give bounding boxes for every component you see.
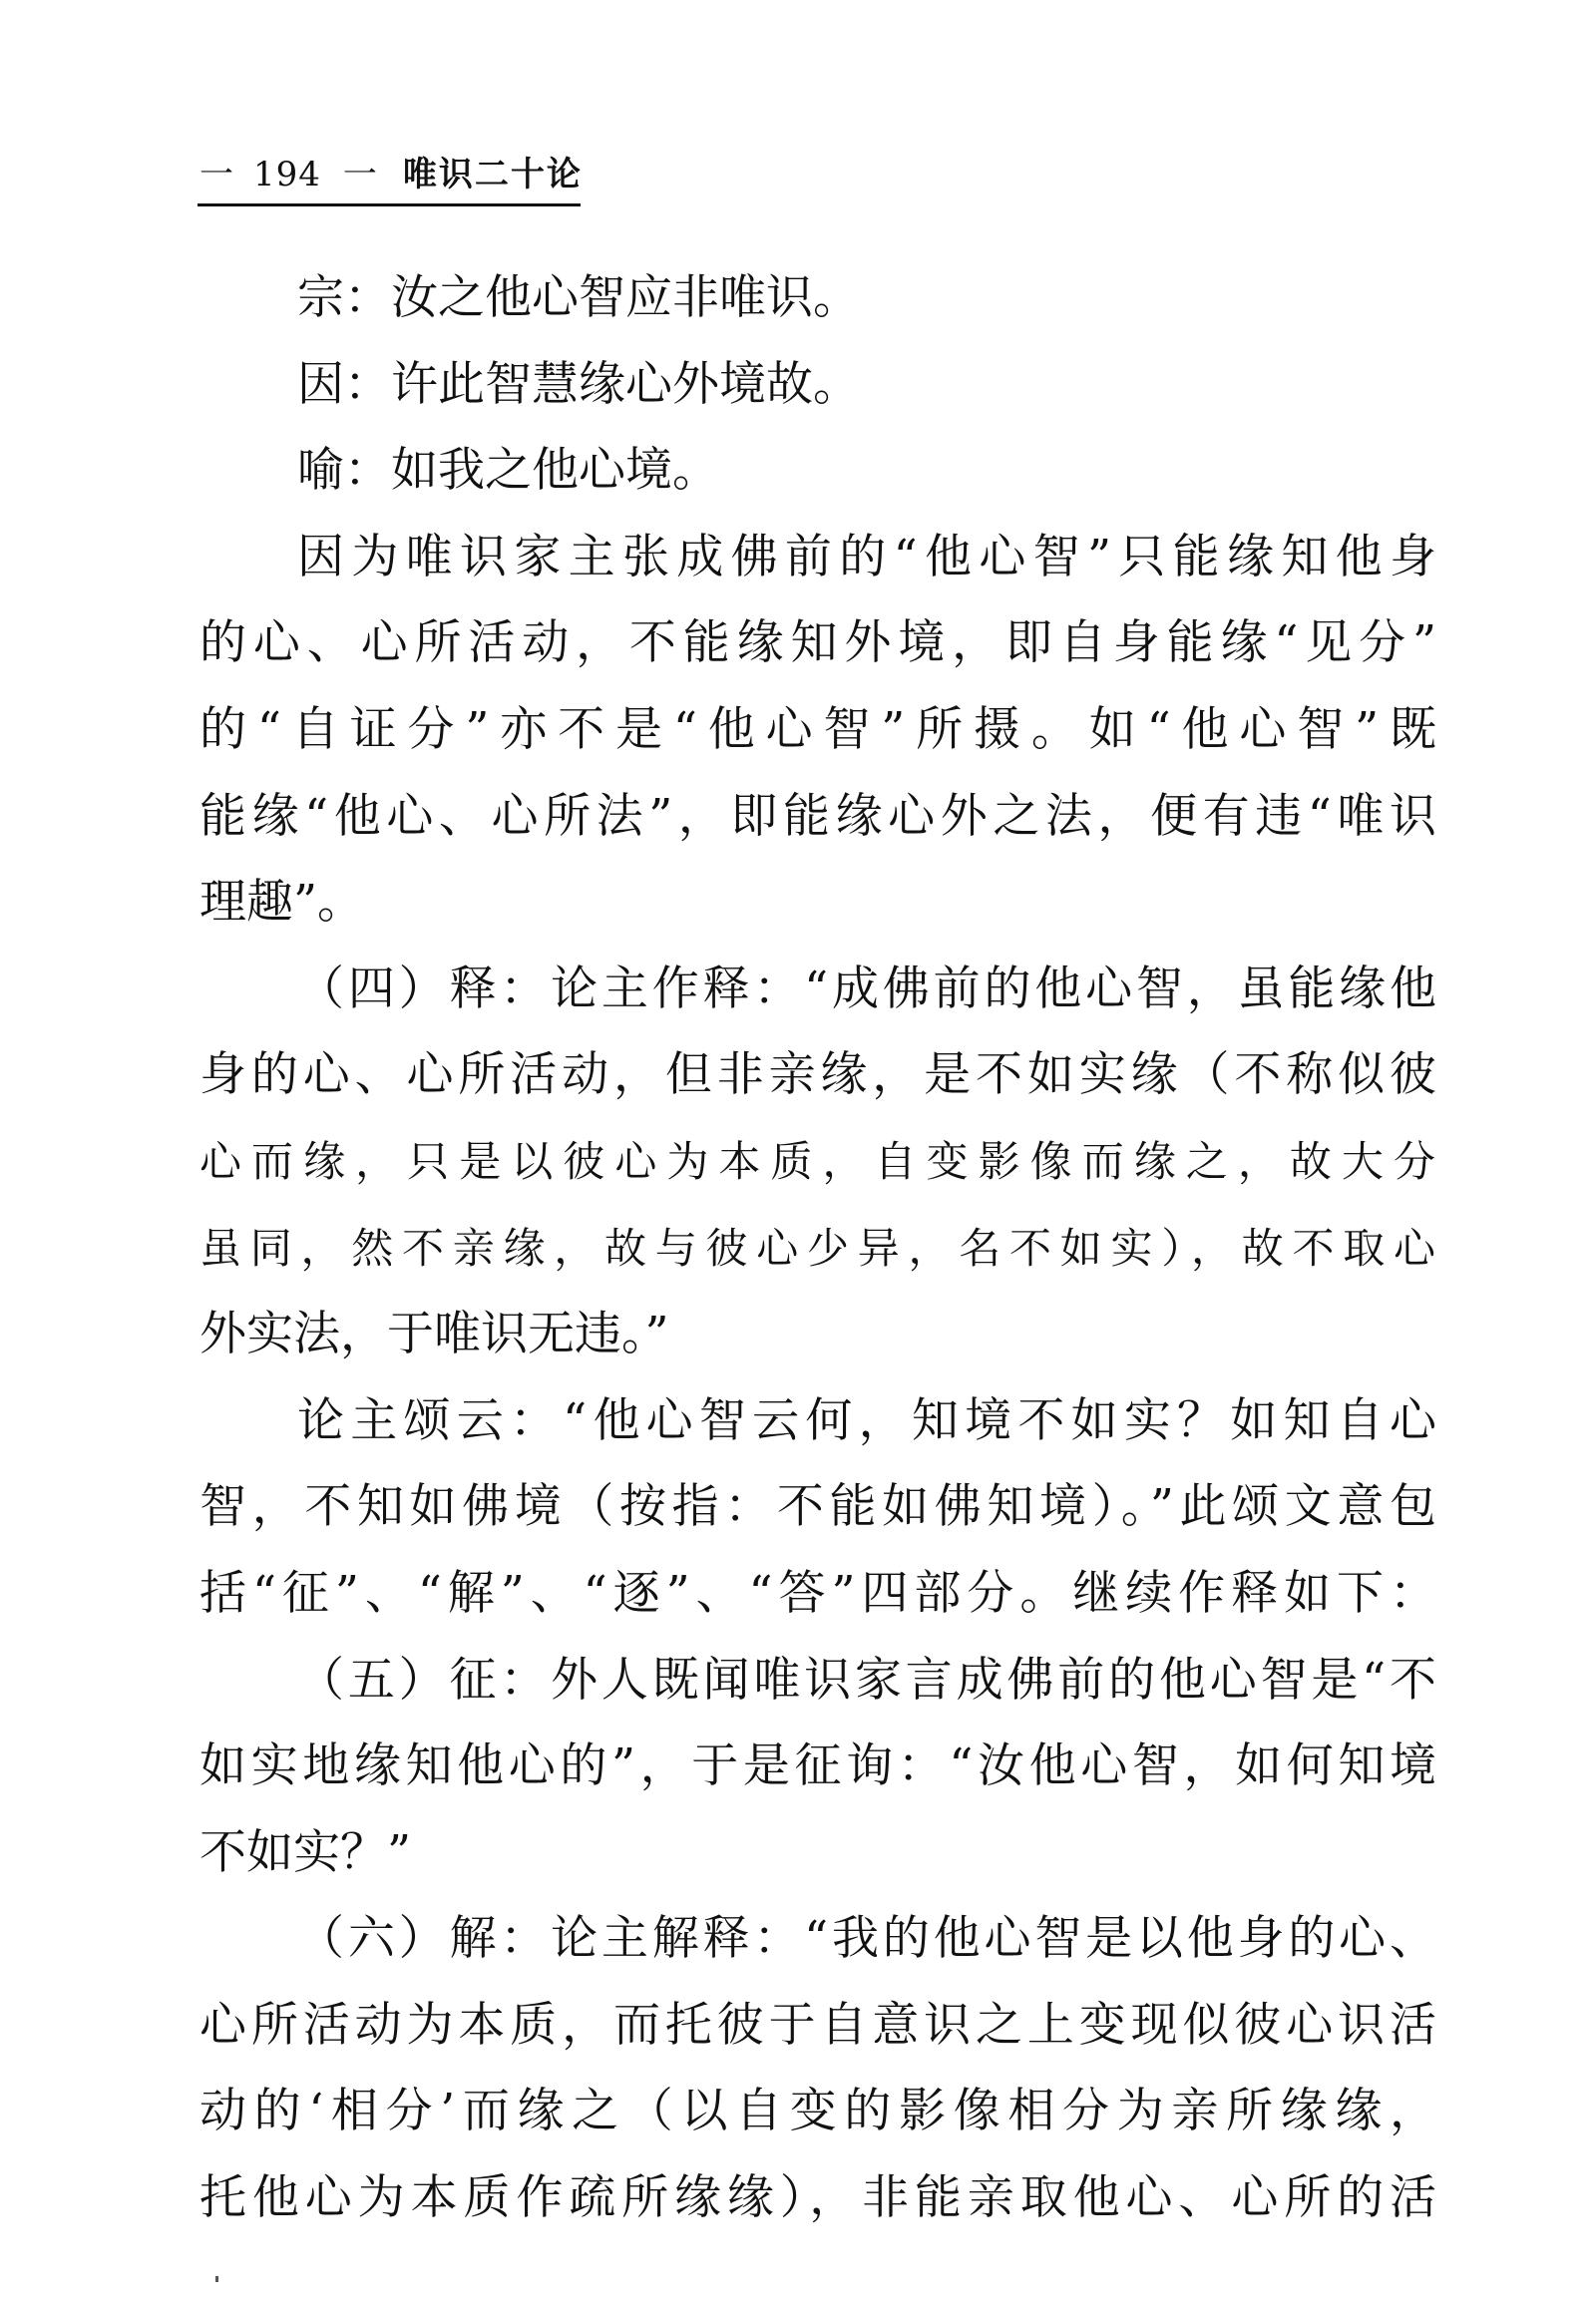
book-title: 唯识二十论 xyxy=(402,155,583,194)
text-line: 智，不知如佛境（按指：不能如佛知境）。”此颂文意包 xyxy=(200,1479,1436,1535)
text-line: 动的‘相分’而缘之（以自变的影像相分为亲所缘缘， xyxy=(200,2084,1436,2139)
text-line: 因为唯识家主张成佛前的“他心智”只能缘知他身 xyxy=(297,529,1436,584)
header-dash-right: 一 xyxy=(342,155,377,194)
header-underline xyxy=(198,203,581,206)
text-line: 不如实？” xyxy=(200,1824,412,1880)
text-line: 心所活动为本质，而托彼于自意识之上变现似彼心识活 xyxy=(200,1997,1436,2053)
text-line: 心而缘，只是以彼心为本质，自变影像而缘之，故大分 xyxy=(200,1136,1436,1186)
text-line: （四）释：论主作释：“成佛前的他心智，虽能缘他 xyxy=(297,961,1436,1016)
text-line: 能缘“他心、心所法”，即能缘心外之法，便有违“唯识 xyxy=(200,788,1436,844)
text-line: 理趣”。 xyxy=(200,875,365,931)
text-line: （五）征：外人既闻唯识家言成佛前的他心智是“不 xyxy=(297,1652,1436,1708)
text-line: 的“自证分”亦不是“他心智”所摄。如“他心智”既 xyxy=(200,701,1436,757)
text-line: 因：许此智慧缘心外境故。 xyxy=(297,356,860,412)
text-line: 托他心为本质作疏所缘缘），非能亲取他心、心所的活 xyxy=(200,2170,1436,2226)
running-header xyxy=(200,148,1436,201)
page-number: 194 xyxy=(253,155,321,194)
text-line: 的心、心所活动，不能缘知外境，即自身能缘“见分” xyxy=(200,615,1436,671)
text-line: （六）解：论主解释：“我的他心智是以他身的心、 xyxy=(297,1911,1436,1967)
text-line: 虽同，然不亲缘，故与彼心少异，名不如实），故不取心 xyxy=(200,1223,1436,1273)
text-line: 括“征”、“解”、“逐”、“答”四部分。继续作释如下： xyxy=(200,1565,1436,1621)
header-dash-left: 一 xyxy=(200,155,233,194)
text-line: 身的心、心所活动，但非亲缘，是不如实缘（不称似彼 xyxy=(200,1047,1436,1103)
text-line: 喻：如我之他心境。 xyxy=(297,443,719,499)
text-line: 如实地缘知他心的”，于是征询：“汝他心智，如何知境 xyxy=(200,1738,1436,1794)
text-line: 外实法，于唯识无违。” xyxy=(200,1307,669,1362)
text-line: 论主颂云：“他心智云何，知境不如实？如知自心 xyxy=(297,1392,1436,1448)
text-line: 宗：汝之他心智应非唯识。 xyxy=(297,270,860,325)
scan-speck xyxy=(215,2276,218,2282)
body-text xyxy=(200,255,1436,2242)
